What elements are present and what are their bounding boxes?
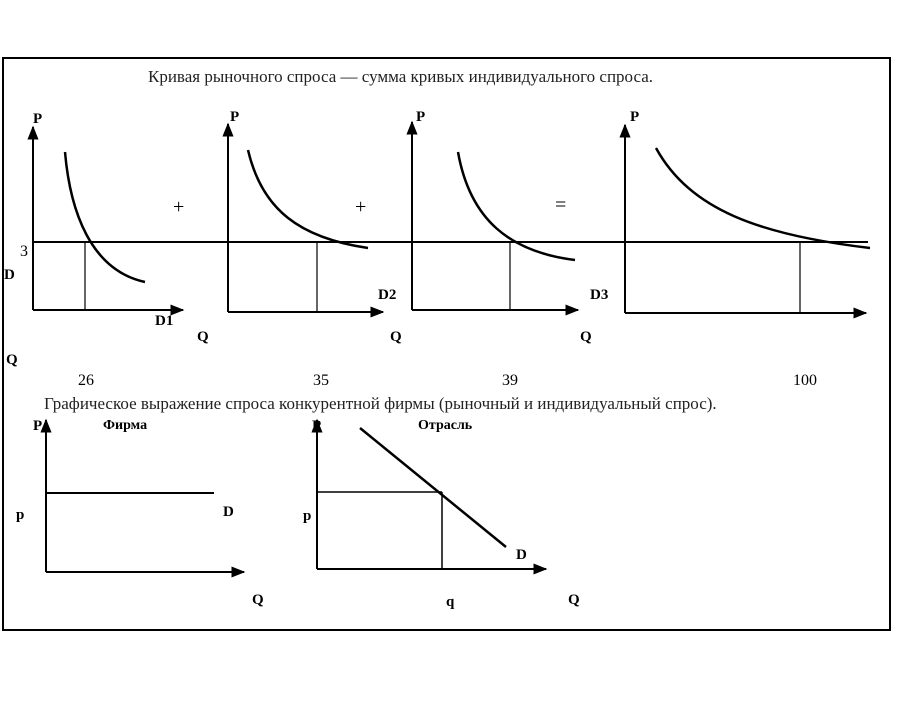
axis-q-label-2: Q <box>197 329 209 345</box>
market-demand-curve <box>656 148 870 248</box>
demand-curve-d2 <box>248 150 368 248</box>
quantity-26: 26 <box>78 372 94 389</box>
demand-label-d: D <box>4 267 15 283</box>
axis-p-label-1: P <box>33 111 43 127</box>
panel-d1 <box>33 127 183 310</box>
axis-p-label-2: P <box>230 109 240 125</box>
industry-panel-title: Отрасль <box>418 418 473 433</box>
panel-industry <box>317 420 546 569</box>
plus-sign-1: + <box>173 196 185 218</box>
quantity-100: 100 <box>793 372 817 389</box>
equals-sign: = <box>555 194 567 216</box>
axis-q-label-1: Q <box>6 352 18 368</box>
top-title: Кривая рыночного спроса — сумма кривых индивидуального спроса. <box>148 67 654 86</box>
industry-demand-line <box>360 428 506 547</box>
price-level-label: 3 <box>20 243 28 260</box>
industry-demand-label: D <box>516 547 527 563</box>
firm-panel-title: Фирма <box>103 418 148 433</box>
firm-demand-label: D <box>223 504 234 520</box>
panel-market <box>625 125 870 313</box>
firm-price-label: p <box>16 507 25 523</box>
industry-quantity-label: q <box>446 594 455 610</box>
firm-axis-q-label: Q <box>252 592 264 608</box>
quantity-35: 35 <box>313 372 329 389</box>
bottom-title: Графическое выражение спроса конкурентной фирмы (рыночный и индивидуальный спрос). <box>44 394 717 413</box>
axis-p-label-3: P <box>416 109 426 125</box>
industry-axis-p-label: P <box>312 418 322 434</box>
panel-d2 <box>228 124 383 312</box>
demand-label-d2: D2 <box>378 287 397 303</box>
firm-axis-p-label: P <box>33 418 43 434</box>
axis-q-label-4: Q <box>580 329 592 345</box>
demand-label-d3: D3 <box>590 287 609 303</box>
demand-label-d1: D1 <box>155 313 174 329</box>
axis-p-label-4: P <box>630 109 640 125</box>
demand-curve-d1 <box>65 152 145 282</box>
quantity-39: 39 <box>502 372 518 389</box>
axis-q-label-3: Q <box>390 329 402 345</box>
industry-axis-q-label: Q <box>568 592 580 608</box>
panel-d3 <box>412 122 578 310</box>
industry-price-label: p <box>303 508 312 524</box>
plus-sign-2: + <box>355 196 367 218</box>
panel-firm <box>46 420 244 572</box>
